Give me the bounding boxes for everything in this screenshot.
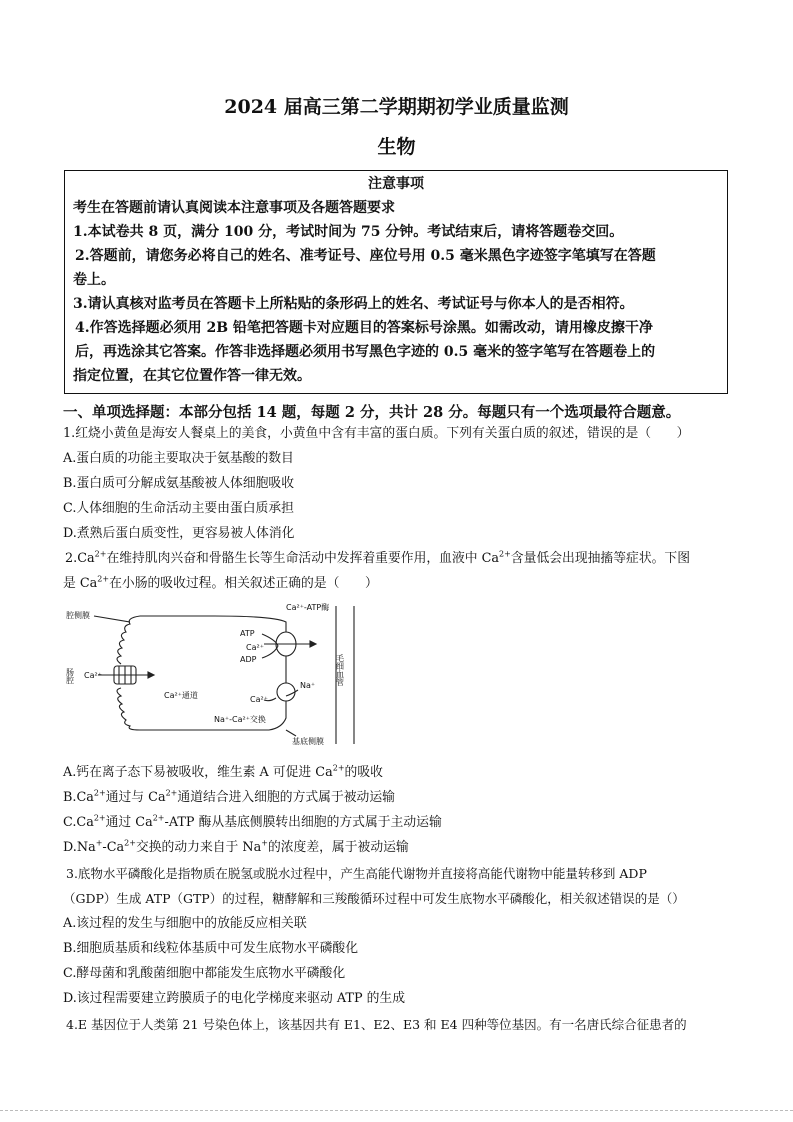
text-part: 是 Ca (63, 576, 98, 591)
superscript: 2+ (152, 813, 165, 823)
notice-item: 3.请认真核对监考员在答题卡上所粘贴的条形码上的姓名、考试证号与你本人的是否相符。 (73, 296, 634, 312)
superscript: 2+ (93, 788, 106, 798)
superscript: 2+ (124, 838, 136, 848)
notice-item: 4.作答选择题必须用 2B 铅笔把答题卡对应题目的答案标号涂黑。如需改动，请用橡皮擦干净 (75, 320, 653, 336)
question-3-option-c: C.酵母菌和乳酸菌细胞中都能发生底物水平磷酸化 (63, 966, 346, 981)
na-label: Na⁺ (300, 681, 316, 690)
text-part: C.Ca (63, 815, 94, 830)
question-4-stem-line1: 4.E 基因位于人类第 21 号染色体上，该基因共有 E1、E2、E3 和 E4 四种等位基因。有一名唐氏综合征患者的 (66, 1017, 687, 1032)
pump-label: Ca²⁺-ATP酶 (286, 603, 330, 612)
channel-label: Ca²⁺通道 (164, 691, 198, 700)
basolateral-label: 基底侧膜 (292, 737, 324, 746)
question-2-option-a (63, 763, 383, 783)
exchanger-label: Na⁺-Ca²⁺交换 (214, 715, 266, 724)
superscript: 2+ (332, 763, 345, 773)
superscript: 2+ (93, 813, 106, 823)
notice-item: 后，再选涂其它答案。作答非选择题必须用书写黑色字迹的 0.5 毫米的签字笔写在答题卷上的 (75, 344, 656, 360)
question-1-option-c: C.人体细胞的生命活动主要由蛋白质承担 (63, 501, 294, 516)
notice-heading: 注意事项 (368, 176, 424, 192)
notice-item: 指定位置，在其它位置作答一律无效。 (73, 368, 311, 384)
question-1-option-d: D.煮熟后蛋白质变性，更容易被人体消化 (63, 526, 295, 541)
superscript: 2+ (165, 788, 178, 798)
exam-title: 2024 届高三第二学期期初学业质量监测 (224, 96, 569, 118)
section-title: 一、单项选择题：本部分包括 14 题，每题 2 分，共计 28 分。每题只有一个选项最符合题意。 (63, 404, 681, 421)
lumen-membrane-label: 腔侧膜 (66, 611, 90, 620)
atp-label: ATP (240, 629, 255, 638)
na-ca-exchanger (277, 683, 295, 701)
superscript: 2+ (499, 549, 511, 559)
question-3-option-a: A.该过程的发生与细胞中的放能反应相关联 (63, 916, 307, 931)
text-part: 的吸收 (344, 765, 383, 780)
question-1-option-b: B.蛋白质可分解成氨基酸被人体细胞吸收 (63, 476, 295, 491)
question-2-option-b (63, 788, 395, 808)
question-3-option-b: B.细胞质基质和线粒体基质中可发生底物水平磷酸化 (63, 941, 359, 956)
lumen-label-text: 肠腔 (65, 668, 75, 684)
superscript: 2+ (94, 549, 107, 559)
capillary-label: 毛细血管 (335, 654, 345, 686)
text-part: 交换的动力来自于 Na (135, 840, 262, 855)
question-2-option-d (63, 838, 409, 858)
adp-label: ADP (240, 655, 257, 664)
text-part: 含量低会出现抽搐等症状。下图 (510, 551, 690, 566)
notice-item: 2.答题前，请您务必将自己的姓名、准考证号、座位号用 0.5 毫米黑色字迹签字笔填写在答题 (75, 248, 656, 264)
subject-title: 生物 (377, 136, 416, 158)
superscript: 2+ (97, 574, 110, 584)
question-3-stem-line2: （GDP）生成 ATP（GTP）的过程，糖酵解和三羧酸循环过程中可发生底物水平磷酸化，相关叙述错误的是（） (63, 891, 685, 906)
text-part: 在维持肌肉兴奋和骨骼生长等生命活动中发挥着重要作用，血液中 Ca (106, 551, 500, 566)
text-part: D.Na (63, 840, 96, 855)
superscript: + (95, 838, 103, 848)
text-part: -ATP 酶从基底侧膜转出细胞的方式属于主动运输 (164, 815, 442, 830)
calcium-absorption-figure (64, 600, 364, 748)
text-part: 通过与 Ca (105, 790, 166, 805)
ca-exchanger-label: Ca²⁺ (250, 695, 268, 704)
text-part: 的浓度差，属于被动运输 (267, 840, 409, 855)
page-bottom-rule (0, 1110, 793, 1111)
superscript: + (261, 838, 268, 848)
question-2-option-c (63, 813, 442, 833)
notice-item: 1.本试卷共 8 页，满分 100 分，考试时间为 75 分钟。考试结束后，请将答题卷交回。 (73, 224, 624, 240)
question-2-stem-line1 (65, 549, 690, 569)
text-part: -Ca (102, 840, 125, 855)
text-part: 在小肠的吸收过程。相关叙述正确的是（ ） (109, 576, 378, 591)
text-part: 通过 Ca (105, 815, 153, 830)
notice-item: 卷上。 (73, 272, 115, 288)
question-1-option-a: A.蛋白质的功能主要取决于氨基酸的数目 (63, 451, 294, 466)
text-part: B.Ca (63, 790, 94, 805)
ca-pump-label: Ca²⁺ (246, 643, 264, 652)
ca-lumen-label: Ca²⁺ (84, 671, 102, 680)
text-part: 通道结合进入细胞的方式属于被动运输 (177, 790, 395, 805)
notice-box (64, 170, 728, 394)
question-3-option-d: D.该过程需要建立跨膜质子的电化学梯度来驱动 ATP 的生成 (63, 991, 406, 1006)
notice-intro: 考生在答题前请认真阅读本注意事项及各题答题要求 (73, 200, 395, 216)
question-2-stem-line2 (63, 574, 378, 594)
cell-membrane (117, 616, 286, 730)
question-3-stem-line1: 3.底物水平磷酸化是指物质在脱氢或脱水过程中，产生高能代谢物并直接将高能代谢物中能量转移到 ADP (66, 866, 647, 881)
text-part: A.钙在离子态下易被吸收，维生素 A 可促进 Ca (63, 765, 333, 780)
text-part: 2.Ca (65, 551, 95, 566)
question-1-stem: 1.红烧小黄鱼是海安人餐桌上的美食，小黄鱼中含有丰富的蛋白质。下列有关蛋白质的叙述，错误的是（ ） (63, 426, 690, 441)
